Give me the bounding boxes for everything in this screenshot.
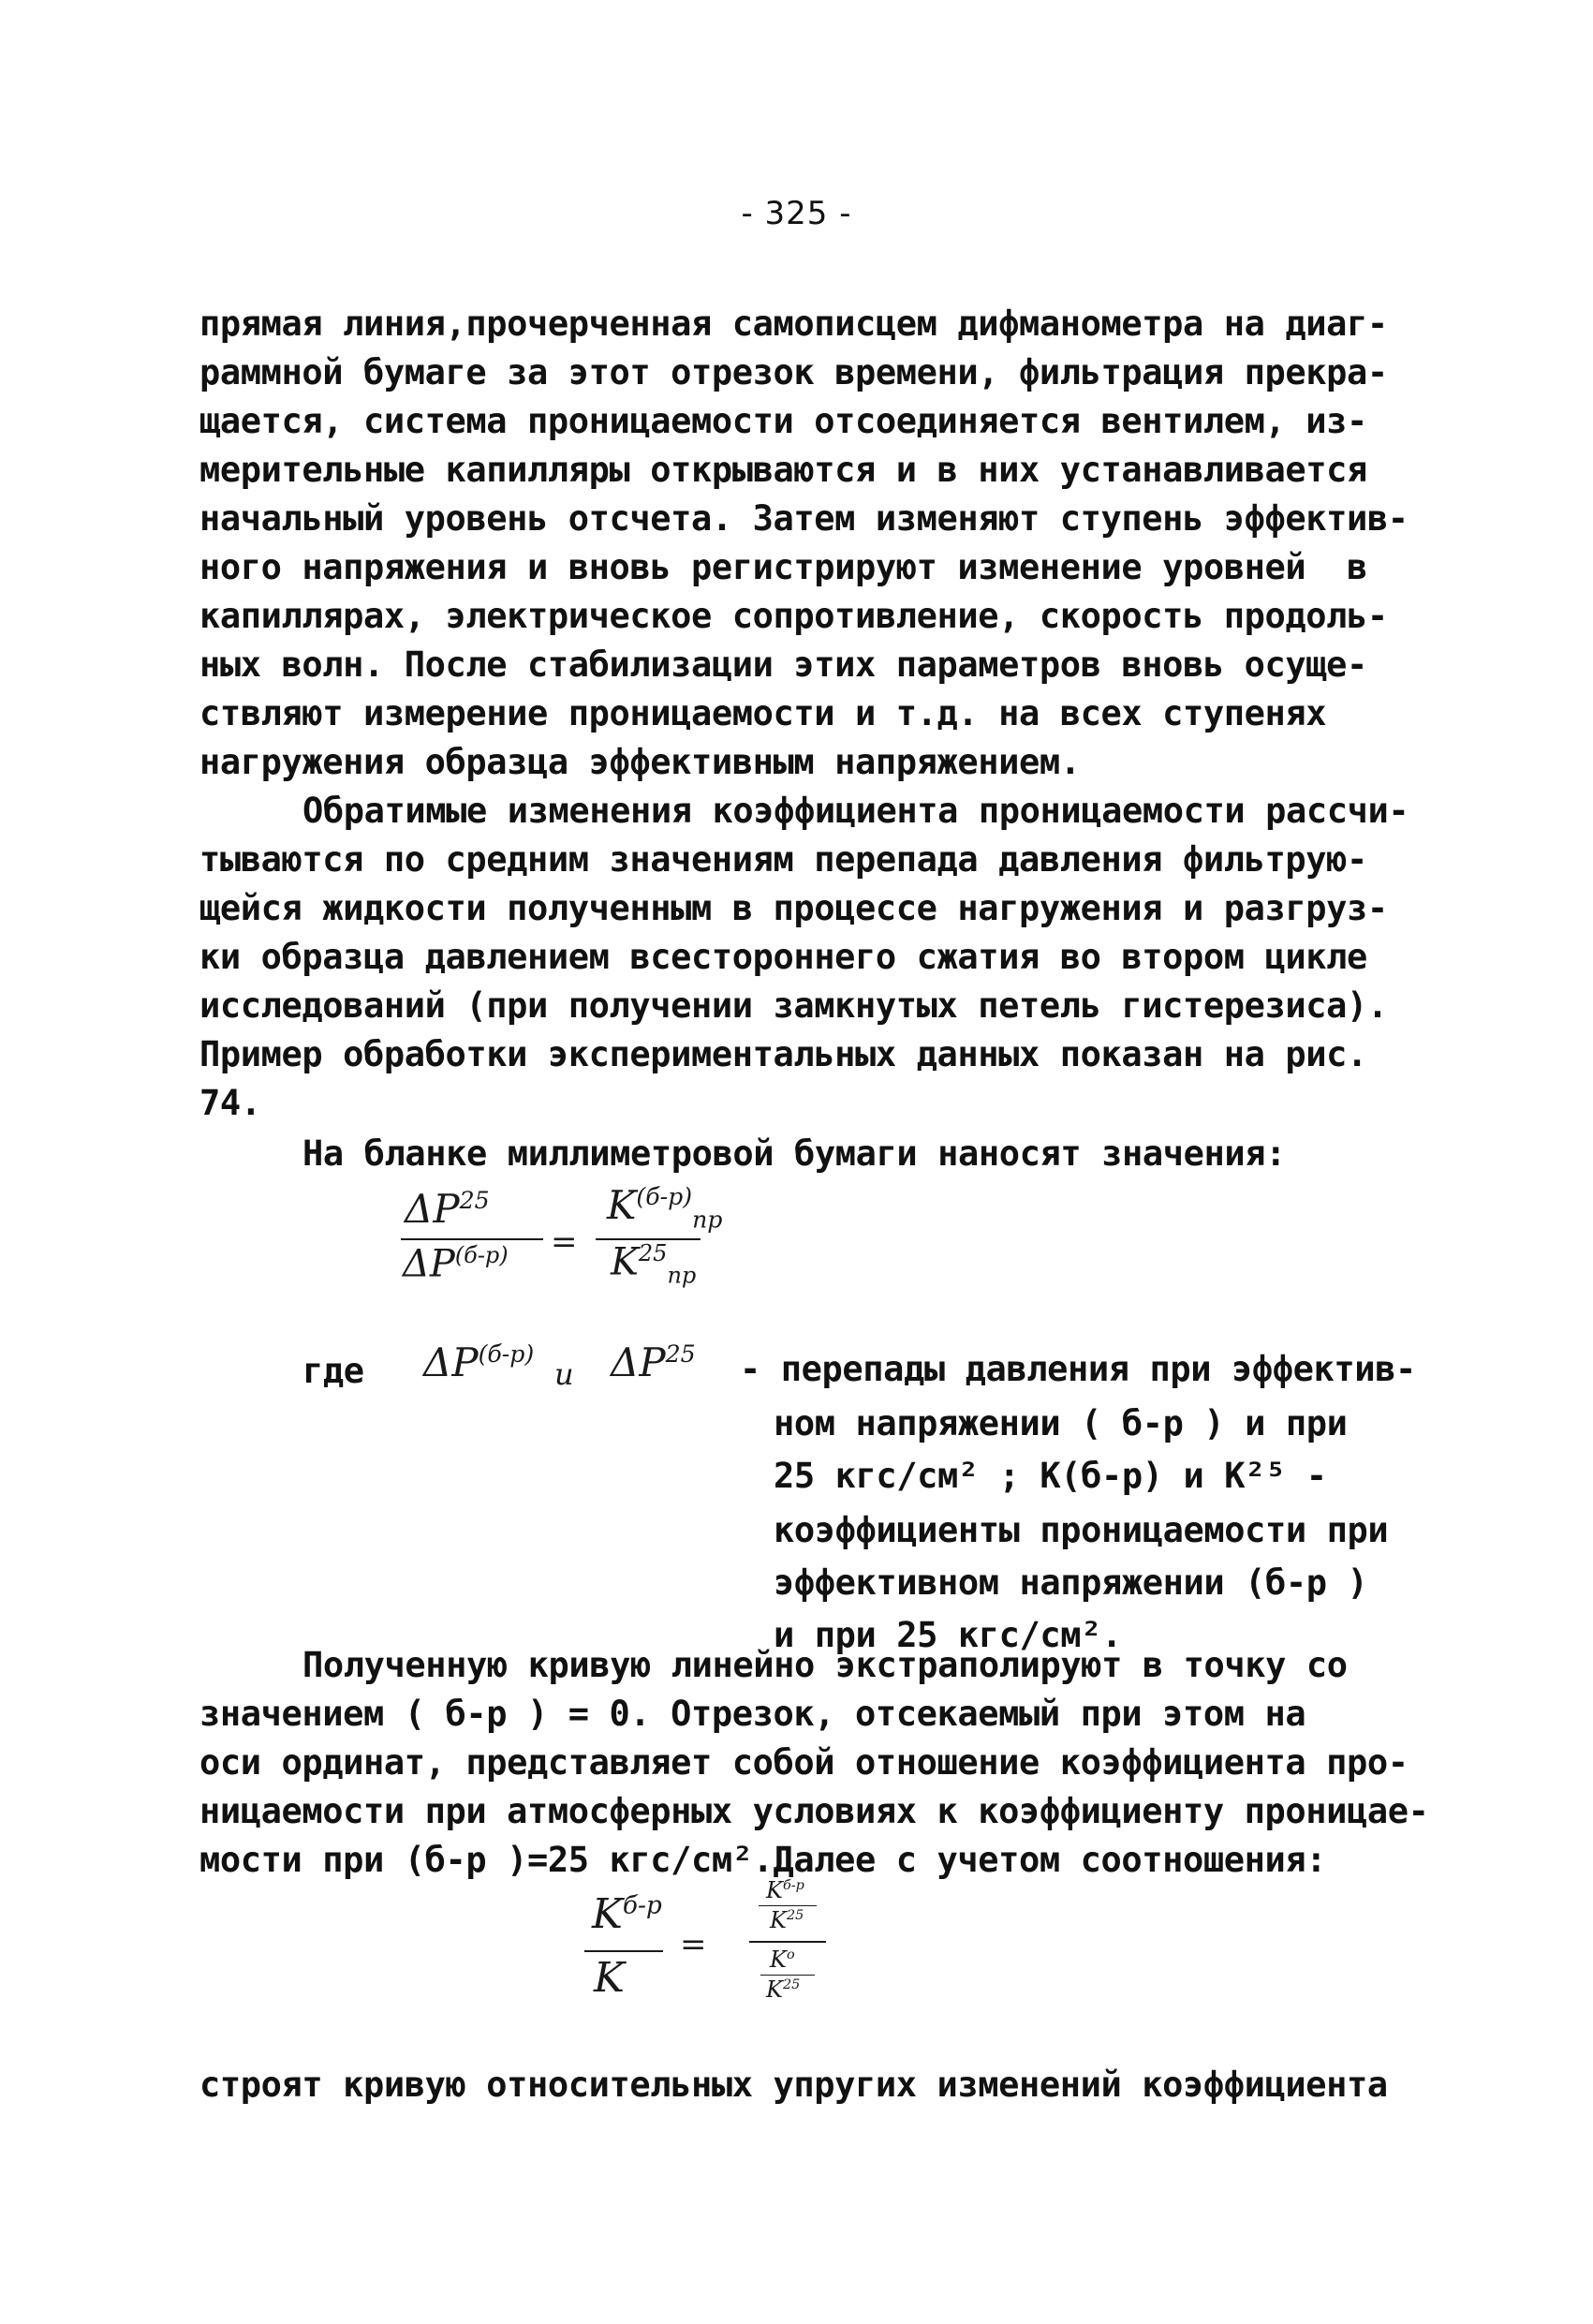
paragraph-5: строят кривую относительных упругих изменений коэффициента [199, 2065, 1388, 2105]
text-line: оси ординат, представляет собой отношение коэффициента про- [199, 1742, 1409, 1783]
formula1-rhs-numerator: $K^{(б-р)}_{пр}$ [607, 1182, 723, 1234]
text-line: тываются по средним значениям перепада давления фильтрую- [199, 839, 1367, 880]
where-definition-line: ном напряжении ( б-р ) и при [774, 1403, 1348, 1443]
text-line: ного напряжения и вновь регистрируют изменение уровней в [199, 547, 1367, 587]
formula2-rhs-main-fraction-bar [749, 1941, 826, 1943]
text-line: исследований (при получении замкнутых петель гистерезиса). [199, 985, 1388, 1026]
text-line: ствляют измерение проницаемости и т.д. на всех ступенях [199, 693, 1327, 733]
formula1-lhs-numerator: ΔP$^{25}$ [405, 1186, 490, 1232]
text-line: ных волн. После стабилизации этих параметров вновь осуще- [199, 644, 1367, 685]
text-line: ки образца давлением всестороннего сжатия во втором цикле [199, 937, 1367, 977]
where-label: где [302, 1351, 364, 1391]
text-line: раммной бумаге за этот отрезок времени, фильтрация прекра- [199, 352, 1388, 392]
formula1-lhs-fraction-bar [401, 1238, 543, 1240]
where-symbol-delta-p-effective: $\Delta P^{(б-р)}$ [423, 1340, 535, 1385]
text-line: капиллярах, электрическое сопротивление, скорость продоль- [199, 596, 1388, 636]
where-definition-line: 25 кгс/см² ; K(б-р) и K²⁵ - [774, 1456, 1327, 1496]
text-line: щейся жидкости полученным в процессе нагружения и разгруз- [199, 888, 1388, 928]
page-number: - 325 - [741, 195, 852, 232]
formula2-lhs-numerator: $K^{б-р}$ [592, 1890, 662, 1938]
paragraph-3: На бланке миллиметровой бумаги наносят значения: [302, 1133, 1287, 1174]
where-symbol-delta-p-25: ΔP$^{25}$ [611, 1340, 696, 1385]
text-line: значением ( б-р ) = 0. Отрезок, отсекаемый при этом на [199, 1694, 1306, 1734]
where-definition-line: и при 25 кгс/см². [774, 1615, 1122, 1655]
formula2-rhs-bottom-denominator: $K^{25}$ [766, 1976, 801, 2003]
where-definition-line: - перепады давления при эффектив- [740, 1349, 1416, 1389]
text-line: Обратимые изменения коэффициента проницаемости рассчи- [302, 791, 1409, 831]
where-definition-line: коэффициенты проницаемости при [774, 1510, 1389, 1550]
text-line: начальный уровень отсчета. Затем изменяют ступень эффектив- [199, 498, 1409, 539]
formula1-rhs-denominator: $K^{25}_{пр}$ [611, 1240, 697, 1289]
text-line: мерительные капилляры открываются и в них устанавливается [199, 450, 1367, 490]
formula2-rhs-top-denominator: $K^{25}$ [770, 1907, 804, 1933]
text-line: щается, система проницаемости отсоединяется вентилем, из- [199, 401, 1367, 441]
formula2-rhs-top-numerator: $K^{б-р}$ [766, 1877, 804, 1903]
formula1-equals: = [551, 1223, 578, 1261]
where-definition-line: эффективном напряжении (б-р ) [774, 1562, 1368, 1603]
text-line: нагружения образца эффективным напряжением. [199, 742, 1081, 782]
text-line: Полученную кривую линейно экстраполируют в точку со [302, 1645, 1348, 1685]
text-line: ницаемости при атмосферных условиях к коэффициенту проницае- [199, 1791, 1429, 1831]
text-line: Пример обработки экспериментальных данных показан на рис. [199, 1034, 1367, 1074]
text-line: 74. [199, 1083, 261, 1123]
formula2-lhs-denominator: K [594, 1954, 625, 2002]
formula1-lhs-denominator: $\Delta P^{(б-р)}$ [403, 1242, 509, 1286]
formula2-rhs-bottom-numerator: $K^o$ [770, 1947, 795, 1973]
formula2-rhs-bottom-fraction-bar [760, 1975, 815, 1976]
where-conjunction: и [554, 1356, 574, 1392]
text-line: прямая линия,прочерченная самописцем дифманометра на диаг- [199, 303, 1388, 344]
text-line: мости при (б-р )=25 кгс/см².Далее с учетом соотношения: [199, 1840, 1327, 1880]
formula2-lhs-fraction-bar [584, 1950, 663, 1952]
formula2-rhs-top-fraction-bar [759, 1905, 817, 1906]
formula2-equals: = [680, 1926, 707, 1963]
